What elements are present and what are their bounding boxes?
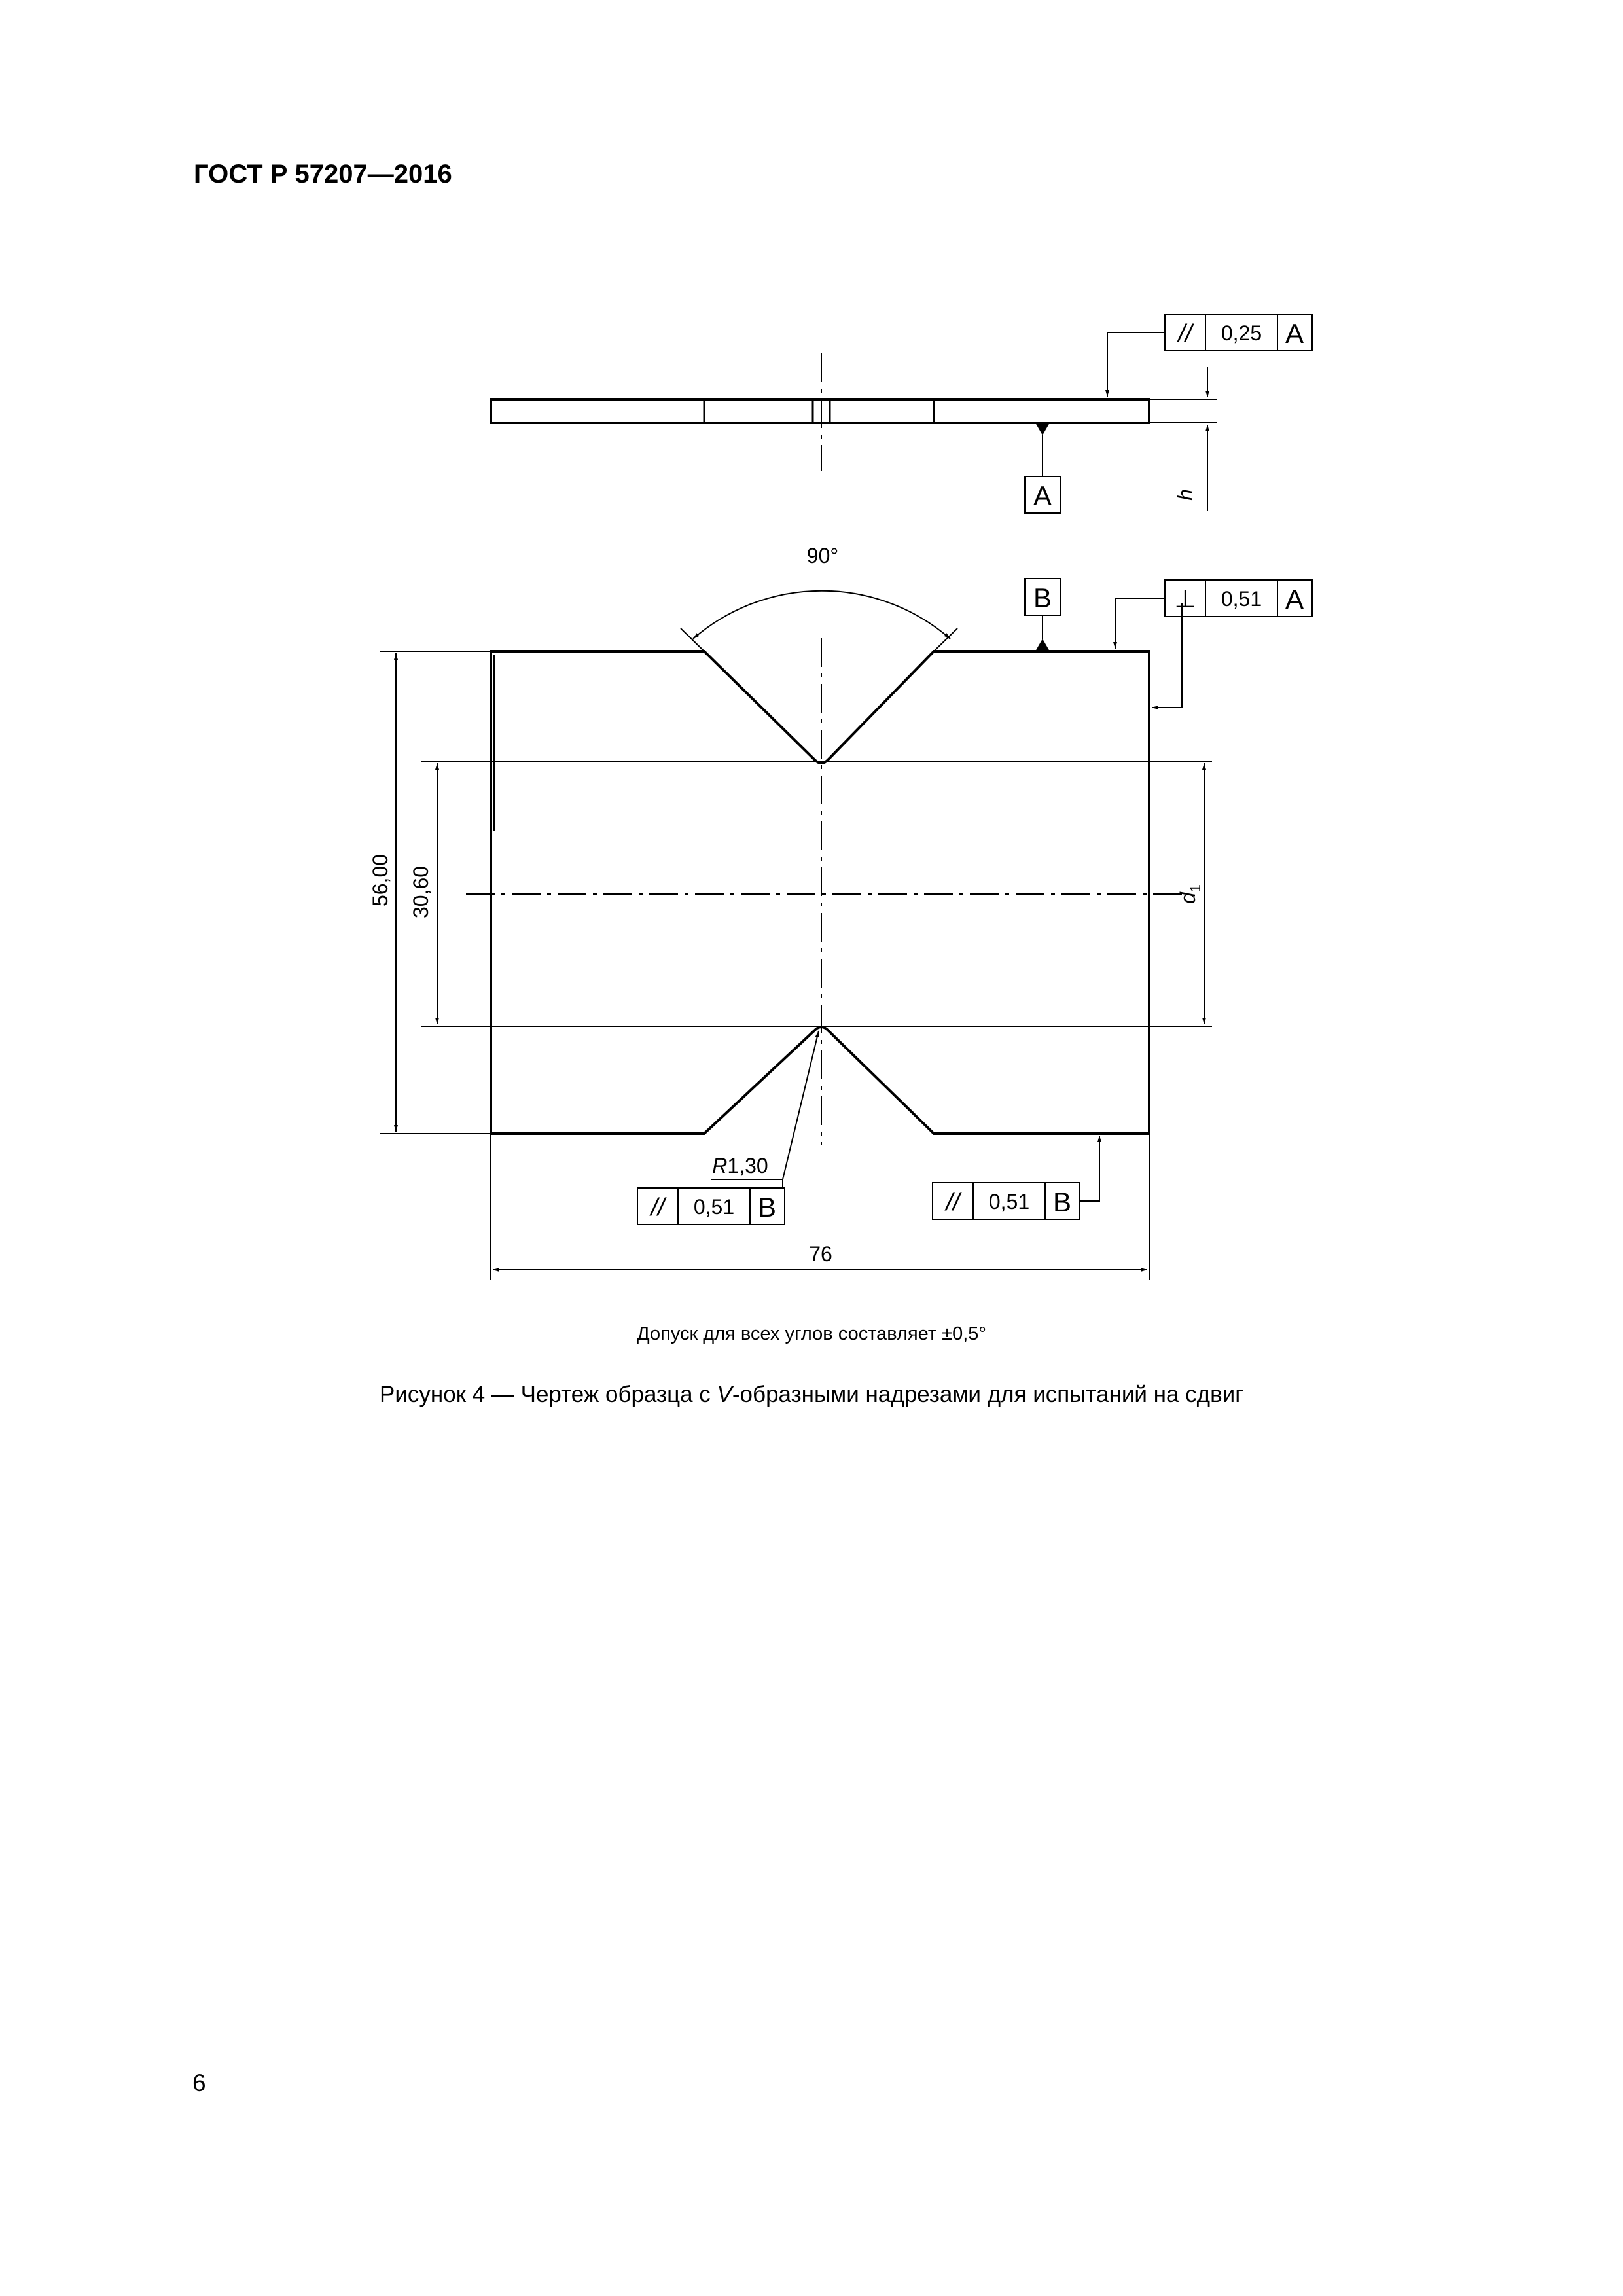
- radius-value: 1,30: [727, 1154, 768, 1177]
- document-header: ГОСТ Р 57207—2016: [194, 160, 452, 188]
- datum-b-triangle: [1035, 639, 1050, 651]
- specimen-outline: [491, 651, 1149, 1134]
- notch-width-label: $d_1$: [1176, 884, 1204, 905]
- datum-a-label: A: [1033, 480, 1052, 511]
- figure-caption: [0, 1382, 1623, 1408]
- radius-label: [712, 1154, 768, 1177]
- front-view: [380, 591, 1212, 1280]
- notch-width-subscript: 1: [1187, 884, 1204, 893]
- notch-dimension: 30,60: [409, 865, 433, 919]
- fcf-right-value: 0,51: [988, 1190, 1030, 1213]
- fcf-right-datum: B: [1052, 1187, 1072, 1217]
- caption-prefix: Рисунок 4 — Чертеж образца с: [380, 1382, 717, 1407]
- fcf-perp-datum: A: [1285, 584, 1304, 615]
- caption-italic: V: [717, 1382, 732, 1407]
- angle-arc: [693, 591, 950, 639]
- datum-a-triangle: [1035, 423, 1050, 435]
- height-dimension: 56,00: [368, 853, 392, 907]
- caption-suffix: -образными надрезами для испытаний на сдвиг: [732, 1382, 1243, 1407]
- fcf-left-datum: B: [757, 1192, 777, 1223]
- angle-label: 90°: [806, 544, 839, 567]
- fcf-top-symbol: //: [1178, 320, 1192, 348]
- radius-prefix: R: [712, 1154, 728, 1177]
- fcf-right-symbol: //: [946, 1189, 960, 1216]
- page-number: 6: [192, 2070, 206, 2096]
- tolerance-note: Допуск для всех углов составляет ±0,5°: [637, 1323, 986, 1344]
- thickness-h-label: h: [1173, 489, 1197, 501]
- top-view-plate: [491, 399, 1149, 423]
- datum-b-label: B: [1033, 583, 1052, 613]
- fcf-left-symbol: //: [651, 1194, 665, 1221]
- top-view: [491, 332, 1217, 511]
- fcf-left-value: 0,51: [693, 1195, 735, 1219]
- fcf-perp-symbol: ⊥: [1174, 586, 1196, 613]
- fcf-perp-value: 0,51: [1221, 587, 1262, 611]
- fcf-top-datum: A: [1285, 318, 1304, 349]
- fcf-top-value: 0,25: [1221, 321, 1262, 345]
- length-dimension: 76: [809, 1242, 832, 1266]
